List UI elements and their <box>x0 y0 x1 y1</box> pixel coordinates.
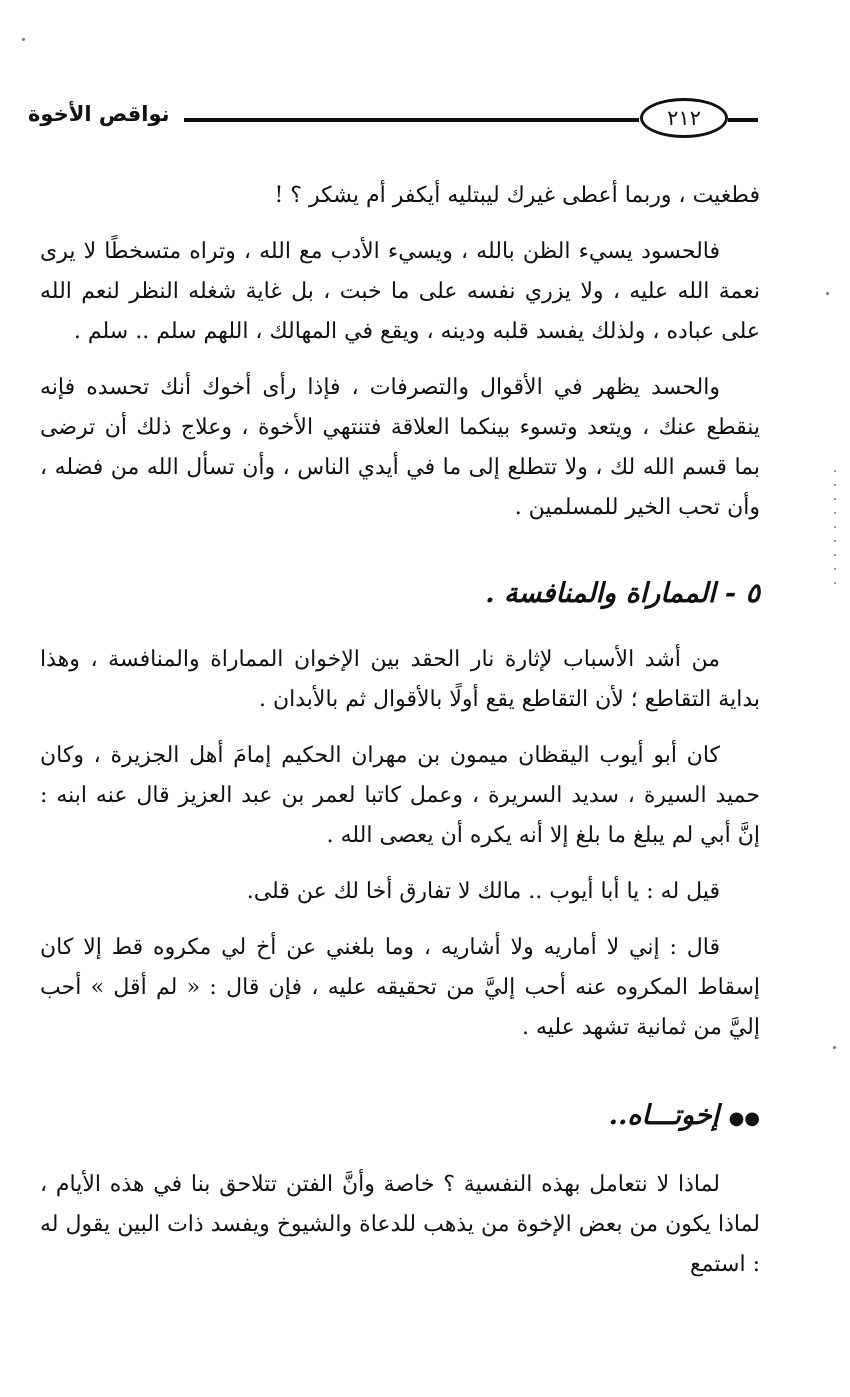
header-rule <box>184 118 639 122</box>
scan-edge-marks <box>834 470 836 590</box>
running-header <box>28 96 758 140</box>
running-header-title: نواقص الأخوة <box>28 102 170 126</box>
scan-speck <box>826 292 829 295</box>
paragraph: لماذا لا نتعامل بهذه النفسية ؟ خاصة وأنَّ الفتن تتلاحق بنا في هذه الأيام ، لماذا يكون من بعض الإخوة من يذهب للدعاة والشيوخ ويفسد ذات البين يقول له : استمع <box>40 1172 760 1277</box>
paragraph: قيل له : يا أبا أيوب .. مالك لا تفارق أخا لك عن قلى. <box>246 879 720 904</box>
page-number: ٢١٢ <box>640 98 728 138</box>
paragraph: من أشد الأسباب لإثارة نار الحقد بين الإخوان المماراة والمنافسة ، وهذا بداية التقاطع ؛ لأن التقاطع يقع أولًا بالأقوال ثم بالأبدان . <box>40 647 760 712</box>
section-heading-2 <box>40 1096 760 1139</box>
header-rule <box>728 118 758 122</box>
section-heading-2-text: إخوتـــاه.. <box>608 1100 720 1131</box>
paragraph: قال : إني لا أماريه ولا أشاريه ، وما بلغني عن أخ لي مكروه قط إلا كان إسقاط المكروه عنه أحب إليَّ من تحقيقه عليه ، فإن قال : « لم أقل » أحب إليَّ من ثمانية تشهد عليه . <box>40 935 760 1040</box>
paragraph: والحسد يظهر في الأقوال والتصرفات ، فإذا رأى أخوك أنك تحسده فإنه ينقطع عنك ، ويتعد وتسوء بينكما العلاقة فتنتهي الأخوة ، وعلاج ذلك أن ترضى بما قسم الله لك ، ولا تتطلع إلى ما في أيدي الناس ، وأن تسأل الله من فضله ، وأن تحب الخير للمسلمين . <box>40 375 760 520</box>
bullet-icon: ●● <box>728 1108 760 1129</box>
section-heading: ٥ - المماراة والمنافسة . <box>485 578 760 609</box>
paragraph: فالحسود يسيء الظن بالله ، ويسيء الأدب مع الله ، وتراه متسخطًا لا يرى نعمة الله عليه ، ولا يزري نفسه على ما خبت ، بل غاية شغله النظر لنعم الله على عباده ، ولذلك يفسد قلبه ودينه ، ويقع في المهالك ، اللهم سلم .. سلم . <box>40 239 760 344</box>
paragraph: فطغيت ، وربما أعطى غيرك ليبتليه أيكفر أم يشكر ؟ ! <box>274 183 760 208</box>
scan-speck <box>833 1046 836 1049</box>
paragraph: كان أبو أيوب اليقظان ميمون بن مهران الحكيم إمامَ أهل الجزيرة ، وكان حميد السيرة ، سديد السريرة ، وعمل كاتبا لعمر بن عبد العزيز قال عنه ابنه : إنَّ أبي لم يبلغ ما بلغ إلا أنه يكره أن يعصى الله . <box>40 743 760 848</box>
page-body <box>40 176 760 1285</box>
scan-speck <box>22 38 25 41</box>
